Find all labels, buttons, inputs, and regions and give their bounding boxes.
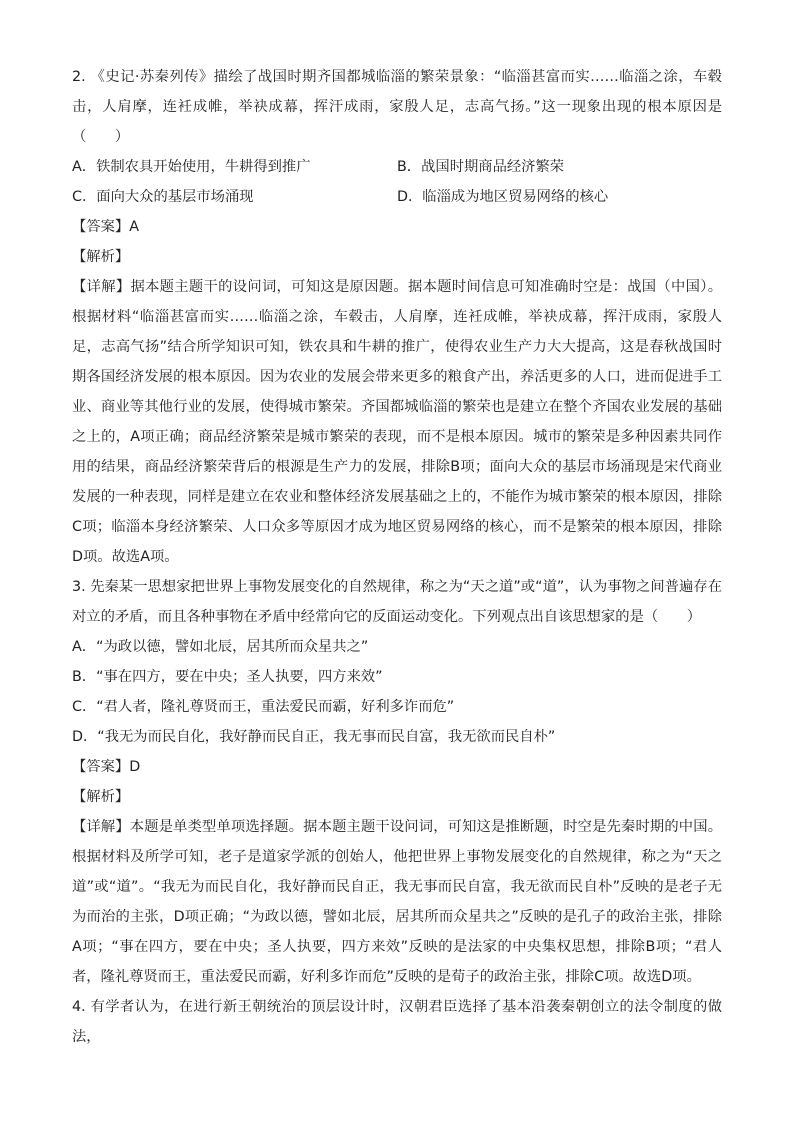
answer-label: 【答案】 [72, 219, 130, 235]
option-c: C．“君人者，隆礼尊贤而王，重法爱民而霸，好利多诈而危” [72, 699, 455, 715]
options-row [72, 152, 722, 182]
question-stem: 4. 有学者认为，在进行新王朝统治的顶层设计时，汉朝君臣选择了基本沿袭秦朝创立的法令制度的做法， [72, 999, 722, 1045]
answer-line [72, 212, 722, 242]
question-2 [72, 62, 722, 572]
detail-text: 本题是单类型单项选择题。据本题主题干设问词，可知这是推断题，时空是先秦时期的中国。根据材料及所学可知，老子是道家学派的创始人，他把世界上事物发展变化的自然规律，称之为“天之道”或“道”。“我无为而民自化，我好静而民自正，我无事而民自富，我无欲而民自朴”反映的是老子无为而治的主张，D项正确；“为政以德，譬如北辰，居其所而众星共之”反映的是孔子的政治主张，排除A项；“事在四方，要在中央；圣人执要，四方来效”反映的是法家的中央集权思想，排除B项；“君人者，隆礼尊贤而王，重法爱民而霸，好利多诈而危”反映的是荀子的政治主张，排除C项。故选D项。 [72, 819, 723, 985]
answer-label: 【答案】 [72, 759, 130, 775]
question-stem: 3. 先秦某一思想家把世界上事物发展变化的自然规律，称之为“天之道”或“道”，认为事物之间普遍存在对立的矛盾，而且各种事物在矛盾中经常向它的反面运动变化。下列观点出自该思想家的是（ ） [72, 579, 722, 625]
question-stem: 2. 《史记·苏秦列传》描绘了战国时期齐国都城临淄的繁荣景象：“临淄甚富而实……临淄之涂，车毂击，人肩摩，连衽成帷，举袂成幕，挥汗成雨，家殷人足，志高气扬。”这一现象出现的根本原因是（ ） [72, 69, 722, 145]
option-b: B．战国时期商品经济繁荣 [397, 159, 565, 175]
options-row [72, 182, 722, 212]
detail-text: 据本题主题干的设问词，可知这是原因题。据本题时间信息可知准确时空是：战国（中国）。根据材料“临淄甚富而实……临淄之涂，车毂击，人肩摩，连衽成帷，举袂成幕，挥汗成雨，家殷人足，志高气扬”结合所学知识可知，铁农具和牛耕的推广，使得农业生产力大大提高，这是春秋战国时期各国经济发展的根本原因。因为农业的发展会带来更多的粮食产出，养活更多的人口，进而促进手工业、商业等其他行业的发展，使得城市繁荣。齐国都城临淄的繁荣也是建立在整个齐国农业发展的基础之上的，A项正确；商品经济繁荣是城市繁荣的表现，而不是根本原因。城市的繁荣是多种因素共同作用的结果，商品经济繁荣背后的根源是生产力的发展，排除B项；面向大众的基层市场涌现是宋代商业发展的一种表现，同样是建立在农业和整体经济发展基础之上的，不能作为城市繁荣的根本原因，排除C项；临淄本身经济繁荣、人口众多等原因才成为地区贸易网络的核心，而不是繁荣的根本原因，排除D项。故选A项。 [72, 279, 722, 565]
option-d: D．“我无为而民自化，我好静而民自正，我无事而民自富，我无欲而民自朴” [72, 729, 556, 745]
option-c: C．面向大众的基层市场涌现 [72, 189, 254, 205]
answer-line [72, 752, 722, 782]
answer-value: A [129, 219, 139, 235]
analysis-label: 【解析】 [72, 789, 130, 805]
analysis-label: 【解析】 [72, 249, 130, 265]
option-b: B．“事在四方，要在中央；圣人执要，四方来效” [72, 669, 383, 685]
option-d: D．临淄成为地区贸易网络的核心 [397, 189, 609, 205]
question-4 [72, 992, 722, 1052]
option-a: A．“为政以德，譬如北辰，居其所而众星共之” [72, 639, 369, 655]
answer-value: D [129, 759, 141, 775]
detail-label: 【详解】 [72, 819, 130, 835]
question-3 [72, 572, 722, 992]
option-a: A．铁制农具开始使用，牛耕得到推广 [72, 159, 311, 175]
detail-paragraph [72, 272, 722, 572]
detail-label: 【详解】 [72, 279, 131, 295]
detail-paragraph [72, 812, 722, 992]
